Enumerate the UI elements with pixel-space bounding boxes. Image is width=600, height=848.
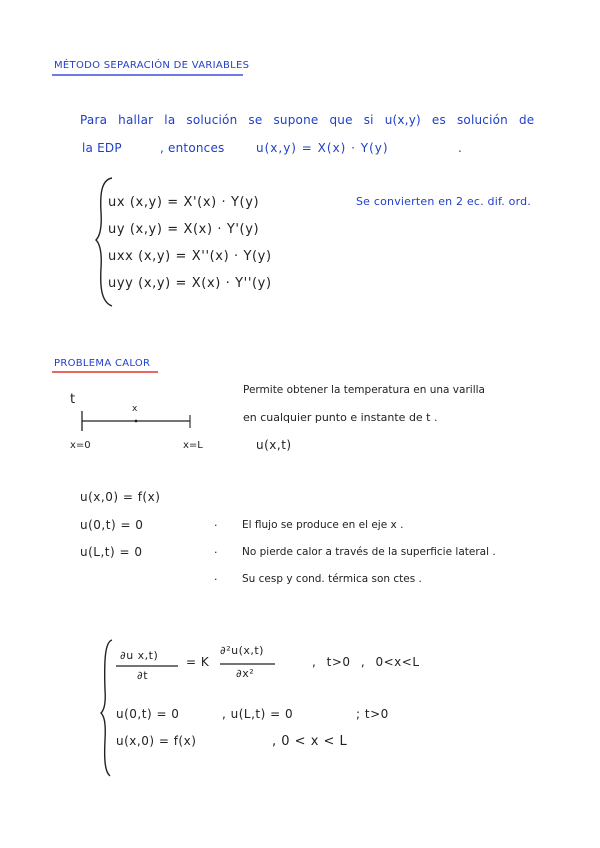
initial-condition: u(x,0) = f(x) xyxy=(116,734,197,748)
pde-equals-k: = K xyxy=(186,655,210,669)
separation-note: Se convierten en 2 ec. dif. ord. xyxy=(356,195,531,208)
condition-right: u(L,t) = 0 xyxy=(80,545,143,559)
condition-left: u(0,t) = 0 xyxy=(80,518,144,532)
boundary-domain: ; t>0 xyxy=(356,707,389,721)
pde-lhs-denominator: ∂t xyxy=(137,669,149,682)
heat-description-line-1: Permite obtener la temperatura en una varilla xyxy=(243,384,485,396)
pde-domain: , t>0 , 0<x<L xyxy=(312,655,420,669)
rod-point xyxy=(135,420,138,423)
intro-line-1: Para hallar la solución se supone que si u(x,y) es solución de xyxy=(80,113,535,127)
bullet-marker: · xyxy=(214,519,218,532)
heat-description-line-2: en cualquier punto e instante de t . xyxy=(243,411,438,424)
bullet-lateral: No pierde calor a través de la superficie lateral . xyxy=(242,546,496,558)
intro-line-2-c: u(x,y) = X(x) · Y(y) xyxy=(256,141,389,155)
intro-line-2-a: la EDP xyxy=(82,141,122,155)
intro-line-2-b: , entonces xyxy=(160,141,225,155)
initial-domain: , 0 < x < L xyxy=(272,734,348,749)
boundary-right: , u(L,t) = 0 xyxy=(222,707,294,721)
rod-left-label: x=0 xyxy=(70,440,91,451)
equation-ux: ux (x,y) = X'(x) · Y(y) xyxy=(108,195,260,210)
rod-right-label: x=L xyxy=(183,440,203,451)
pde-rhs-numerator: ∂²u(x,t) xyxy=(220,644,264,657)
equation-uyy: uyy (x,y) = X(x) · Y''(y) xyxy=(108,276,272,291)
rod-x-label: x xyxy=(132,404,138,414)
equation-uxx: uxx (x,y) = X''(x) · Y(y) xyxy=(108,249,272,264)
bullet-marker: · xyxy=(214,546,218,559)
rod-t-label: t xyxy=(70,392,76,407)
equation-uy: uy (x,y) = X(x) · Y'(y) xyxy=(108,222,260,237)
pde-rhs-denominator: ∂x² xyxy=(236,667,255,680)
pde-lhs-numerator: ∂u x,t) xyxy=(120,649,159,662)
heat-function: u(x,t) xyxy=(256,438,292,452)
bullet-constants: Su cesp y cond. térmica son ctes . xyxy=(242,573,422,585)
bullet-marker: · xyxy=(214,573,218,586)
section1-title: MÉTODO SEPARACIÓN DE VARIABLES xyxy=(54,60,250,71)
condition-initial: u(x,0) = f(x) xyxy=(80,490,161,504)
section2-title: PROBLEMA CALOR xyxy=(54,358,151,369)
boundary-left: u(0,t) = 0 xyxy=(116,707,180,721)
bullet-flow: El flujo se produce en el eje x . xyxy=(242,519,404,531)
intro-line-2-d: . xyxy=(458,141,463,155)
system-brace-icon xyxy=(101,640,112,776)
